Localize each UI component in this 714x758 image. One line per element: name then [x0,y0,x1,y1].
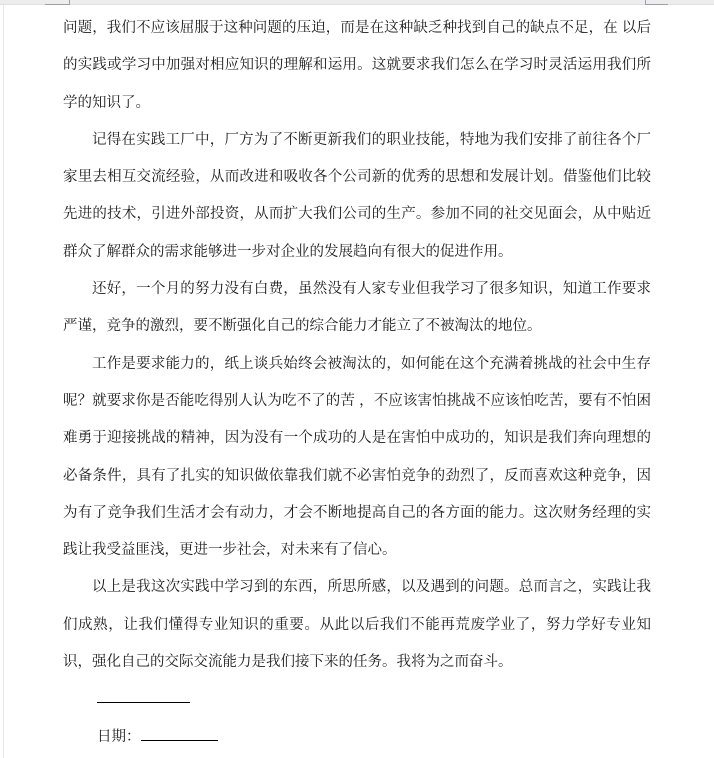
margin-crop-mark-right-icon [645,0,668,5]
page-left-edge-line [3,0,4,758]
paragraph: 工作是要求能力的，纸上谈兵始终会被淘汰的，如何能在这个充满着挑战的社会中生存呢？就要求你是否能吃得别人认为吃不了的苦 ，不应该害怕挑战不应该怕吃苦，要有不怕困难勇于迎接挑战的精神，因为没有一个成功的人是在害怕中成功的，知识是我们奔向理想的必备条件，具有了扎实的知识做依靠我们就不必害怕竞争的劲烈了，反而喜欢这种竞争，因为有了竞争我们生活才会有动力，才会不断地提高自己的各方面的能力。这次财务经理的实践让我受益匪浅，更进一步社会，对未来有了信心。 [63,355,651,559]
page-top-edge [0,0,714,5]
paragraph: 记得在实践工厂中，厂方为了不断更新我们的职业技能，特地为我们安排了前往各个厂家里去相互交流经验，从而改进和吸收各个公司新的优秀的思想和发展计划。借鉴他们比较先进的技术，引进外部投资，从而扩大我们公司的生产。参加不同的社交见面会，从中贴近群众了解群众的需求能够进一步对企业的发展趋向有很大的促进作用。 [63,131,651,260]
margin-crop-mark-left-icon [45,0,70,5]
paragraph-list [63,10,651,681]
paragraph: 以上是我这次实践中学习到的东西，所思所感，以及遇到的问题。总而言之，实践让我们成熟，让我们懂得专业知识的重要。从此以后我们不能再荒废学业了，努力学好专业知识，强化自己的交际交流能力是我们接下来的任务。我将为之而奋斗。 [63,579,651,671]
paragraph: 还好，一个月的努力没有白费，虽然没有人家专业但我学习了很多知识，知道工作要求严谨，竞争的激烈，要不断强化自己的综合能力才能立了不被淘汰的地位。 [63,281,651,335]
date-blank-line[interactable] [141,725,218,741]
date-row [63,719,651,756]
signature-blank-line[interactable] [97,687,190,703]
paragraph: 问题，我们不应该屈服于这种问题的压迫，而是在这种缺乏种找到自己的缺点不足，在 以后的实践或学习中加强对相应知识的理解和运用。这就要求我们怎么在学习时灵活运用我们所学的知识了。 [63,20,651,111]
signature-row [63,681,651,718]
document-body [63,10,651,756]
date-label: 日期： [97,728,141,745]
